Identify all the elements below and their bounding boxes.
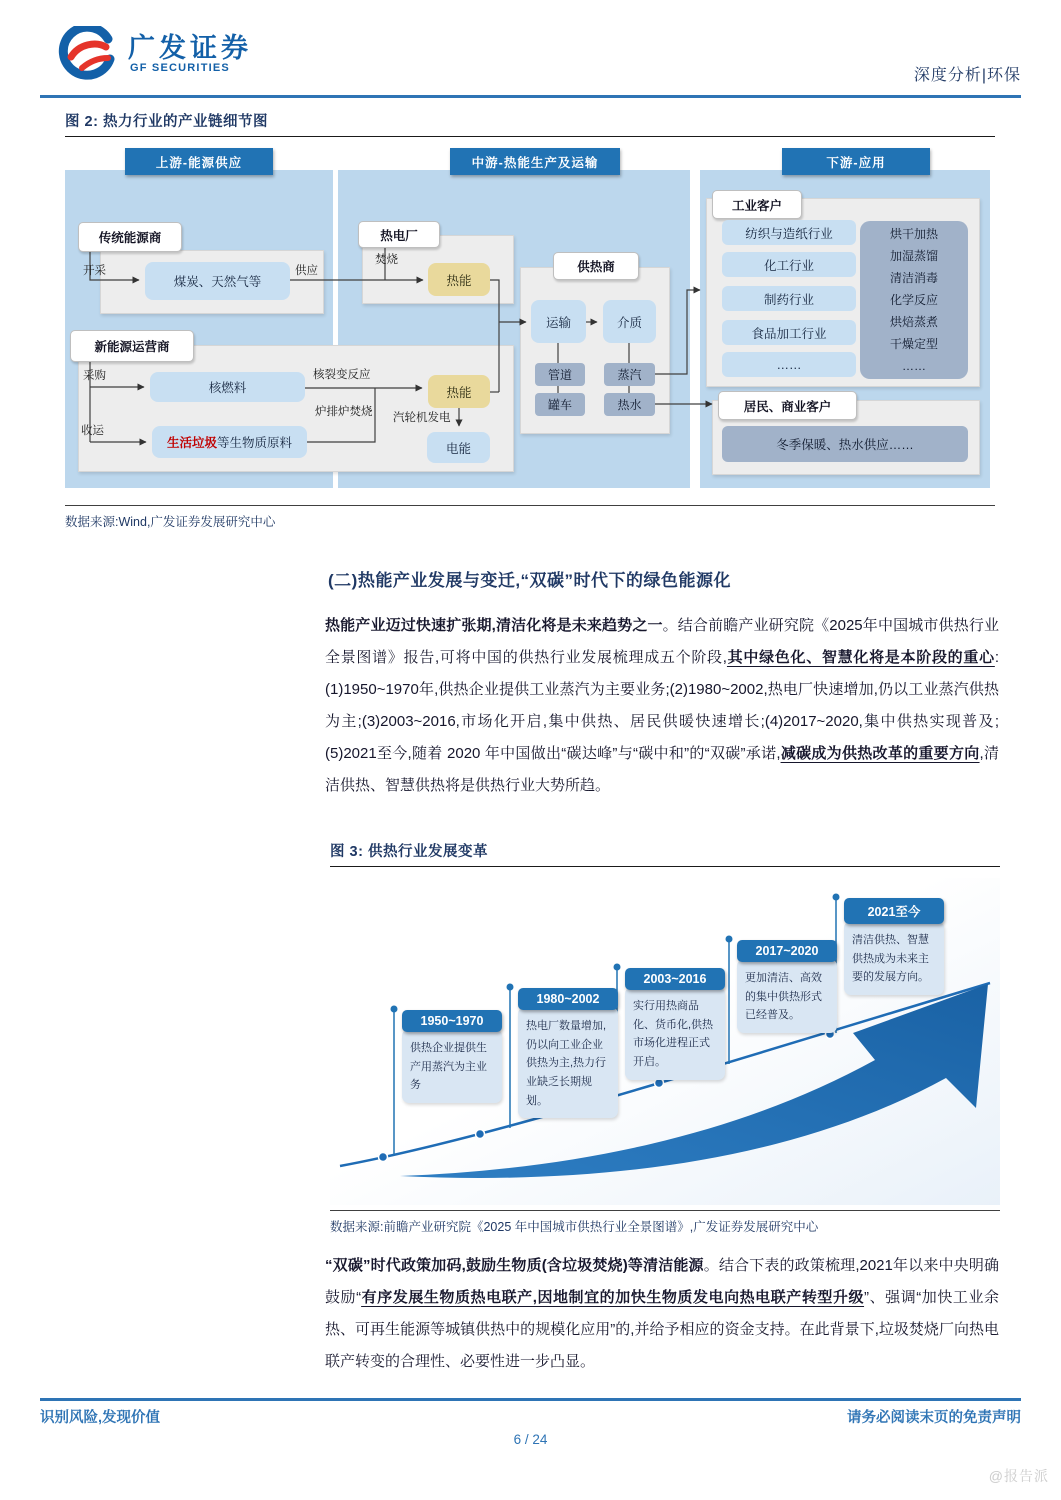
label-burn: 焚烧 [375, 254, 398, 266]
use-item: 干燥定型 [889, 337, 938, 351]
gf-securities-logo [58, 24, 398, 90]
industry-item: 化工行业 [722, 252, 856, 277]
milestone-1950-1970 [402, 1010, 502, 1103]
industry-item: 制药行业 [722, 286, 856, 311]
box-pipeline: 管道 [535, 363, 585, 386]
use-item: 加湿蒸馏 [889, 249, 938, 263]
label-collect: 收运 [81, 425, 104, 437]
milestone-desc: 热电厂数量增加,仍以向工业企业供热为主,热力行业缺乏长期规划。 [518, 1007, 618, 1118]
page-number: 6 / 24 [513, 1432, 548, 1447]
figure3-caption: 图 3: 供热行业发展变革 [330, 840, 1000, 867]
box-coal-gas: 煤炭、天然气等 [145, 262, 290, 300]
industry-item: 纺织与造纸行业 [722, 220, 856, 245]
use-item: 烘干加热 [889, 227, 938, 241]
milestone-desc: 清洁供热、智慧供热成为未来主要的发展方向。 [844, 921, 944, 995]
box-electricity: 电能 [427, 432, 490, 463]
milestone-period: 2003~2016 [625, 968, 725, 990]
footer-slogan: 识别风险,发现价值 [40, 1410, 161, 1426]
brand-name-en: GF SECURITIES [130, 62, 230, 74]
box-industrial-customers: 工业客户 [712, 190, 802, 219]
milestone-desc: 供热企业提供生产用蒸汽为主业务 [402, 1029, 502, 1103]
box-hot-water: 热水 [604, 393, 655, 416]
figure2-source: 数据来源:Wind,广发证券发展研究中心 [65, 505, 995, 530]
use-item: 清洁消毒 [889, 271, 938, 285]
label-supply: 供应 [295, 265, 318, 277]
watermark: @报告派 [988, 1468, 1049, 1484]
tab-downstream: 下游-应用 [782, 148, 930, 175]
box-industrial-uses [860, 221, 968, 379]
box-new-energy-operator: 新能源运营商 [70, 330, 194, 362]
label-grate-burn: 炉排炉焚烧 [315, 406, 373, 418]
use-item: 烘焙蒸煮 [889, 315, 938, 329]
footer-divider [40, 1398, 1021, 1401]
industry-item: 食品加工行业 [722, 320, 856, 345]
figure3-source: 数据来源:前瞻产业研究院《2025 年中国城市供热行业全景图谱》,广发证券发展研究中心 [330, 1210, 1000, 1235]
milestone-desc: 更加清洁、高效的集中供热形式已经普及。 [737, 959, 837, 1033]
box-heat-energy-1: 热能 [428, 263, 490, 296]
industry-item: …… [722, 352, 856, 377]
milestone-2003-2016 [625, 968, 725, 1080]
milestone-period: 1950~1970 [402, 1010, 502, 1032]
use-item: …… [902, 359, 926, 373]
paragraph-2: “双碳”时代政策加码,鼓励生物质(含垃圾焚烧)等清洁能源。结合下表的政策梳理,2021年以来中央明确鼓励“有序发展生物质热电联产,因地制宜的加快生物质发电向热电联产转型升级”、强调“加快工业余热、可再生能源等城镇供热中的规模化应用”的,并给予相应的资金支持。在此背景下,垃圾焚烧厂向热电联产转变的合理性、必要性进一步凸显。 [325, 1257, 1000, 1370]
box-traditional-supplier: 传统能源商 [78, 222, 182, 252]
figure3-chart [330, 878, 1000, 1205]
milestone-2017-2020 [737, 940, 837, 1033]
label-mine: 开采 [83, 265, 106, 277]
section-heading: (二)热能产业发展与变迁,“双碳”时代下的绿色能源化 [328, 571, 732, 590]
report-category: 深度分析|环保 [913, 67, 1021, 84]
figure2-caption: 图 2: 热力行业的产业链细节图 [65, 110, 995, 137]
box-transport: 运输 [531, 300, 586, 343]
box-resident-customers: 居民、商业客户 [718, 391, 857, 420]
waste-rest: 等生物质原料 [217, 436, 293, 450]
milestone-period: 1980~2002 [518, 988, 618, 1010]
milestone-period: 2021至今 [844, 898, 944, 924]
box-medium: 介质 [603, 300, 656, 343]
milestone-period: 2017~2020 [737, 940, 837, 962]
milestone-1980-2002 [518, 988, 618, 1118]
footer-disclaimer: 请务必阅读末页的免责声明 [847, 1410, 1021, 1426]
label-turbine: 汽轮机发电 [393, 412, 451, 424]
waste-highlight: 生活垃圾 [166, 436, 217, 450]
box-biomass-waste [152, 426, 307, 458]
box-tanker: 罐车 [535, 393, 585, 416]
use-item: 化学反应 [889, 293, 938, 307]
milestone-desc: 实行用热商品化、货币化,供热市场化进程正式开启。 [625, 987, 725, 1080]
paragraph-1: 热能产业迈过快速扩张期,清洁化将是未来趋势之一。结合前瞻产业研究院《2025年中国城市供热行业全景图谱》报告,可将中国的供热行业发展梳理成五个阶段,其中绿色化、智慧化将是本阶段的重心:(1)1950~1970年,供热企业提供工业蒸汽为主要业务;(2)1980~2002,热电厂快速增加,仍以工业蒸汽供热为主;(3)2003~2016,市场化开启,集中供热、居民供暖快速增长;(4)2017~2020,集中供热实现普及;(5)2021至今,随着 2020 年中国做出“碳达峰”与“碳中和”的“双碳”承诺,减碳成为供热改革的重要方向,清洁供热、智慧供热将是供热行业大势所趋。 [325, 617, 999, 794]
header-divider [40, 95, 1021, 98]
tab-upstream: 上游-能源供应 [125, 148, 273, 175]
figure2-diagram [65, 145, 995, 490]
label-purchase: 采购 [83, 370, 106, 382]
box-heat-supplier: 供热商 [553, 252, 639, 280]
gf-logo-icon [58, 26, 120, 86]
box-steam: 蒸汽 [604, 363, 655, 386]
milestone-2021-now [844, 898, 944, 995]
brand-name-cn: 广发证券 [128, 33, 252, 63]
label-fission: 核裂变反应 [313, 369, 371, 381]
box-resident-use: 冬季保暖、热水供应…… [722, 426, 968, 462]
box-heat-energy-2: 热能 [428, 375, 490, 408]
box-nuclear-fuel: 核燃料 [150, 372, 305, 402]
tab-midstream: 中游-热能生产及运输 [450, 148, 620, 175]
box-thermal-plant: 热电厂 [358, 221, 440, 248]
